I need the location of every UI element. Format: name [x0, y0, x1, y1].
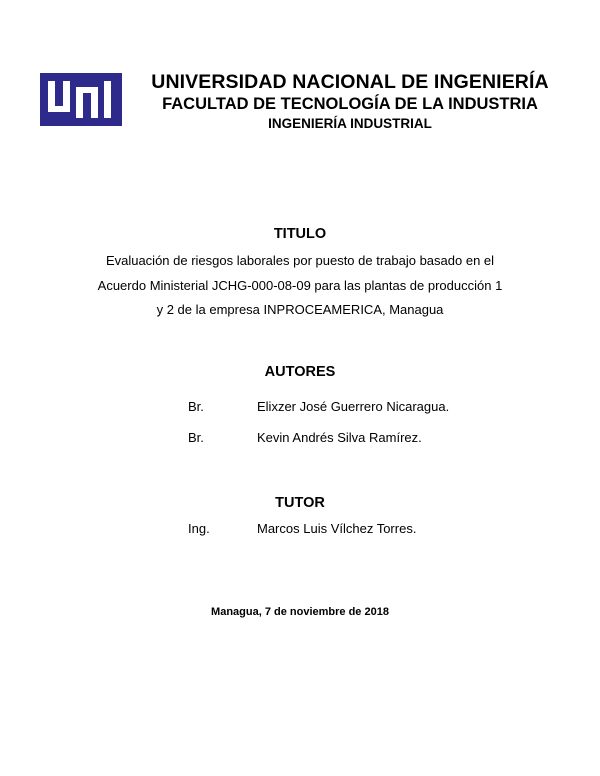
author-name: Elixzer José Guerrero Nicaragua. — [257, 399, 450, 414]
tutor-title: Ing. — [188, 521, 210, 536]
document-date: Managua, 7 de noviembre de 2018 — [211, 606, 389, 618]
institution-header — [130, 70, 570, 134]
uni-logo-icon — [40, 73, 122, 126]
faculty-name: FACULTAD DE TECNOLOGÍA DE LA INDUSTRIA — [162, 95, 538, 113]
thesis-title-line: y 2 de la empresa INPROCEAMERICA, Managua — [156, 302, 444, 317]
university-name: UNIVERSIDAD NACIONAL DE INGENIERÍA — [151, 71, 549, 93]
tutor-row — [0, 521, 600, 539]
tutor-heading: TUTOR — [275, 495, 325, 511]
authors-heading: AUTORES — [264, 364, 336, 380]
tutor-name: Marcos Luis Vílchez Torres. — [257, 521, 417, 536]
department-name: INGENIERÍA INDUSTRIAL — [268, 116, 432, 131]
thesis-title-line: Evaluación de riesgos laborales por puesto de trabajo basado en el — [105, 253, 495, 268]
author-title: Br. — [188, 399, 204, 414]
author-name: Kevin Andrés Silva Ramírez. — [257, 430, 422, 445]
author-row — [0, 399, 600, 417]
author-row — [0, 430, 600, 448]
title-heading: TITULO — [273, 226, 327, 242]
author-title: Br. — [188, 430, 204, 445]
thesis-title — [70, 249, 530, 323]
thesis-title-line: Acuerdo Ministerial JCHG-000-08-09 para las plantas de producción 1 — [97, 277, 503, 293]
